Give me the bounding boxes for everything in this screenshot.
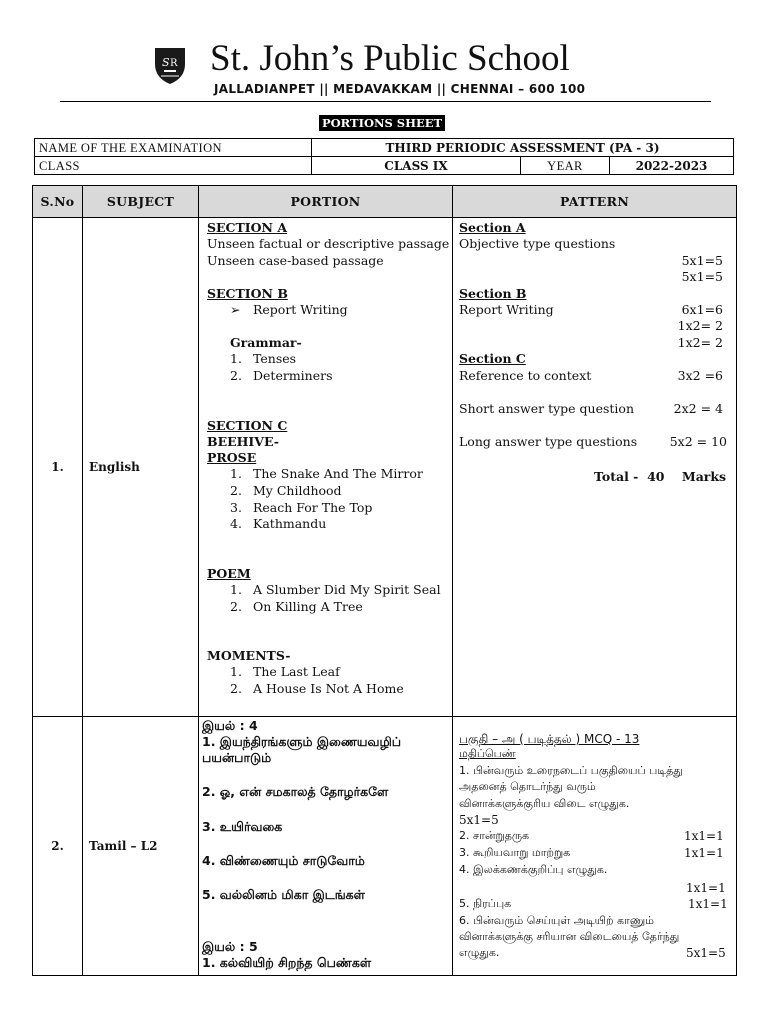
column-header-sno: S.No: [33, 186, 83, 218]
column-header-pattern: PATTERN: [453, 186, 737, 218]
portion-subheading: PROSE: [207, 450, 257, 465]
list-number: 2.: [230, 681, 242, 696]
pattern-section-heading: Section B: [459, 286, 527, 301]
portion-item: பயன்பாடும்: [202, 750, 272, 765]
list-number: 3.: [230, 500, 242, 515]
table-header-row: [33, 186, 737, 218]
portion-item: The Snake And The Mirror: [253, 466, 423, 481]
school-crest-logo: [147, 46, 193, 86]
table-row: [33, 717, 737, 976]
pattern-marks: 1x2= 2: [677, 318, 723, 333]
pattern-item: 1. பின்வரும் உரைநடைப் பகுதியைப் படித்து: [459, 764, 683, 777]
portion-section-heading: இயல் : 4: [202, 718, 258, 733]
list-number: 1.: [230, 466, 242, 481]
pattern-item: 4. இலக்கணக்குறிப்பு எழுதுக.: [459, 863, 608, 876]
year-value: 2022-2023: [610, 157, 734, 175]
portion-item: 2. ஓ, என் சமகாலத் தோழர்களே: [202, 784, 389, 799]
portion-item: The Last Leaf: [253, 664, 340, 679]
portion-item: 4. விண்ணையும் சாடுவோம்: [202, 853, 365, 868]
class-value: CLASS IX: [312, 157, 521, 175]
pattern-item: 3. கூறியவாறு மாற்றுக: [459, 846, 571, 859]
year-label: YEAR: [521, 157, 610, 175]
pattern-cell: [453, 218, 737, 717]
exam-label: NAME OF THE EXAMINATION: [35, 139, 312, 157]
column-header-subject: SUBJECT: [83, 186, 199, 218]
pattern-section-heading: பகுதி – அ ( படித்தல் ) MCQ - 13: [459, 732, 640, 746]
portion-item: Unseen factual or descriptive passage: [207, 236, 450, 251]
pattern-marks: 1x2= 2: [677, 335, 723, 350]
list-number: 2.: [230, 483, 242, 498]
sheet-title: PORTIONS SHEET: [319, 115, 445, 131]
pattern-subheading: மதிப்பெண்: [459, 747, 516, 760]
row-subject: Tamil – L2: [83, 717, 199, 976]
portion-subheading: POEM: [207, 566, 251, 581]
portion-item: Unseen case-based passage: [207, 253, 384, 268]
list-number: 4.: [230, 516, 242, 531]
portion-item: 1. இயந்திரங்களும் இணையவழிப்: [202, 734, 402, 749]
portion-cell: [199, 218, 453, 717]
pattern-item: Report Writing: [459, 302, 554, 317]
pattern-item: Objective type questions: [459, 236, 616, 251]
svg-text:S: S: [162, 56, 170, 69]
svg-text:R: R: [170, 58, 178, 69]
portion-item: Tenses: [253, 351, 297, 366]
table-row: [33, 218, 737, 717]
school-address: JALLADIANPET || MEDAVAKKAM || CHENNAI – 600 100: [214, 82, 586, 96]
pattern-item: 5. நிரப்புக: [459, 897, 512, 910]
portion-item: 5. வல்லினம் மிகா இடங்கள்: [202, 887, 365, 902]
list-number: 1.: [230, 582, 242, 597]
pattern-item: எழுதுக.: [459, 946, 500, 959]
list-number: 1.: [230, 664, 242, 679]
pattern-cell: [453, 717, 737, 976]
pattern-marks: 1x1=1: [688, 897, 728, 911]
portion-item: Determiners: [253, 368, 333, 383]
pattern-item: 2. சான்றுதருக: [459, 829, 530, 842]
column-header-portion: PORTION: [199, 186, 453, 218]
pattern-marks: 5x1=5: [686, 946, 726, 960]
pattern-item: Reference to context: [459, 368, 592, 383]
portion-section-heading: SECTION C: [207, 418, 288, 433]
portion-item: Report Writing: [253, 302, 348, 317]
portion-item: A House Is Not A Home: [253, 681, 404, 696]
pattern-item: Long answer type questions: [459, 434, 638, 449]
portion-section-heading: SECTION A: [207, 220, 288, 235]
portion-item: My Childhood: [253, 483, 342, 498]
pattern-marks: 1x1=1: [684, 846, 724, 860]
pattern-marks: 2x2 = 4: [673, 401, 723, 416]
portion-item: A Slumber Did My Spirit Seal: [253, 582, 441, 597]
pattern-item: 6. பின்வரும் செய்யுள் அடியிற் காணும்: [459, 914, 655, 927]
portion-section-heading: SECTION B: [207, 286, 288, 301]
pattern-item: வினாக்களுக்குரிய விடை எழுதுக.: [459, 797, 630, 810]
school-name: St. John’s Public School: [210, 38, 570, 79]
pattern-section-heading: Section C: [459, 351, 526, 366]
pattern-marks: 3x2 =6: [677, 368, 723, 383]
arrow-bullet-icon: ➢: [230, 302, 241, 317]
pattern-marks: 1x1=1: [686, 881, 726, 895]
portion-item: 3. உயிர்வகை: [202, 819, 283, 834]
pattern-item: Short answer type question: [459, 401, 634, 416]
portion-item: Kathmandu: [253, 516, 327, 531]
pattern-item: வினாக்களுக்கு சரியான விடையைத் தேர்ந்து: [459, 930, 680, 943]
pattern-marks: 6x1=6: [681, 302, 723, 317]
pattern-item: அதனைத் தொடர்ந்து வரும்: [459, 780, 596, 793]
pattern-section-heading: Section A: [459, 220, 526, 235]
row-sno: 2.: [33, 717, 83, 976]
pattern-marks: 5x1=5: [681, 253, 723, 268]
portions-table: [32, 185, 737, 976]
row-sno: 1.: [33, 218, 83, 717]
exam-info-table: [34, 138, 734, 175]
pattern-marks: 5x2 = 10: [669, 434, 727, 449]
portion-item: On Killing A Tree: [253, 599, 363, 614]
portion-subheading: MOMENTS-: [207, 648, 291, 663]
portion-item: 1. கல்வியிற் சிறந்த பெண்கள்: [202, 955, 372, 970]
pattern-marks: 5x1=5: [681, 269, 723, 284]
portion-cell: [199, 717, 453, 976]
row-subject: English: [83, 218, 199, 717]
list-number: 1.: [230, 351, 242, 366]
header-divider: [60, 101, 711, 102]
pattern-marks: 5x1=5: [459, 813, 499, 827]
portion-item: Reach For The Top: [253, 500, 373, 515]
pattern-marks: 1x1=1: [684, 829, 724, 843]
exam-value: THIRD PERIODIC ASSESSMENT (PA - 3): [312, 139, 734, 157]
pattern-total: Total - 40 Marks: [594, 469, 727, 484]
portion-subheading: BEEHIVE-: [207, 434, 279, 449]
class-label: CLASS: [35, 157, 312, 175]
portion-subheading: Grammar-: [230, 335, 302, 350]
list-number: 2.: [230, 368, 242, 383]
list-number: 2.: [230, 599, 242, 614]
portion-section-heading: இயல் : 5: [202, 939, 258, 954]
